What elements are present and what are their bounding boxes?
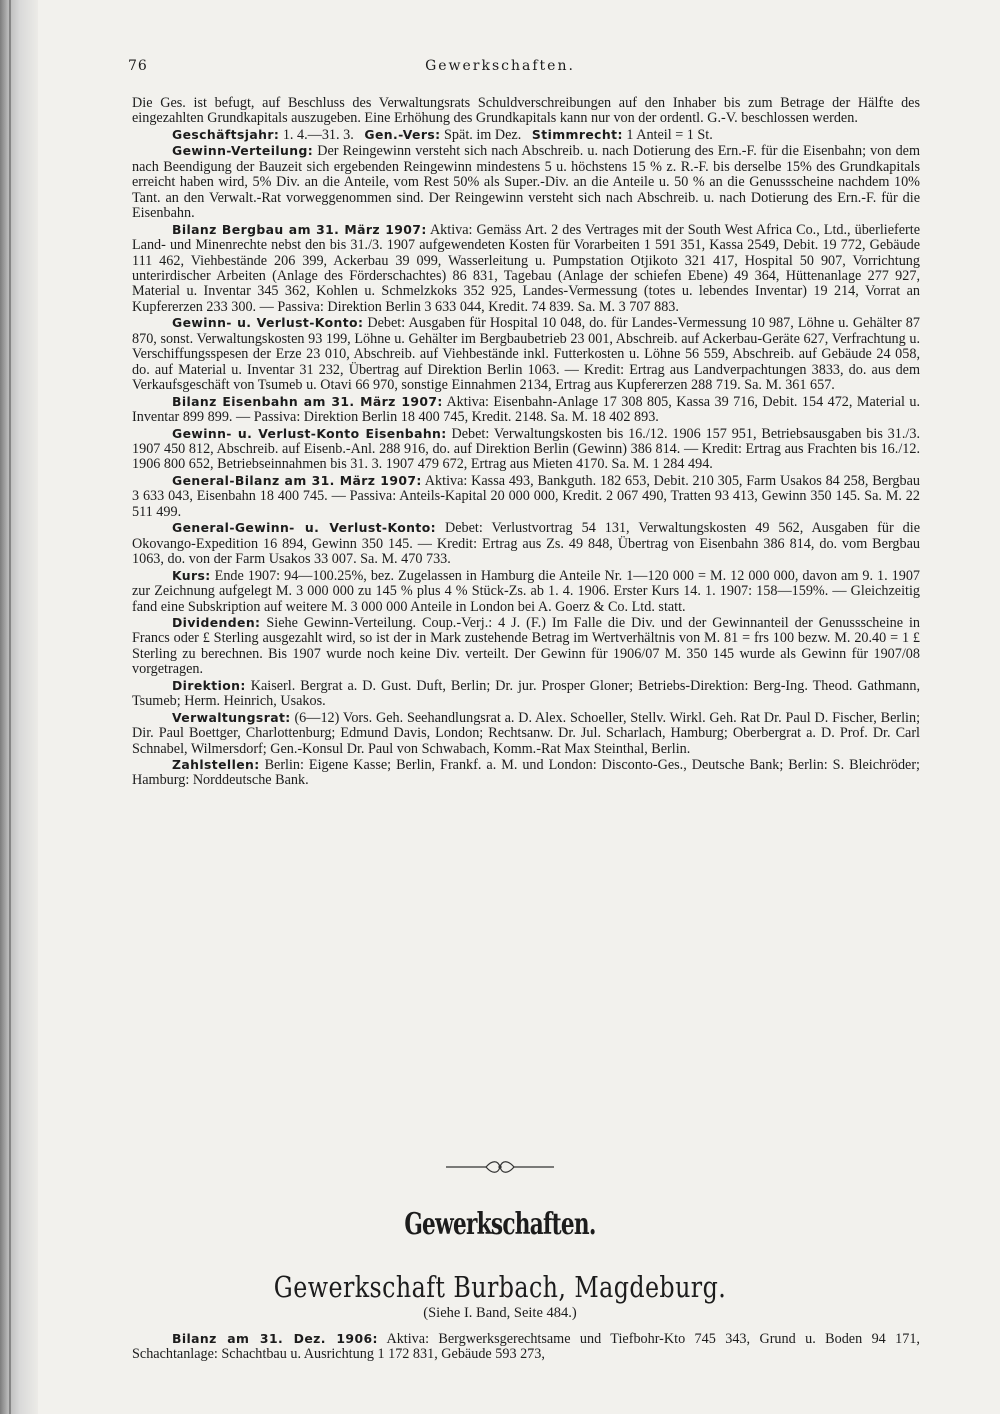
paragraph-general-profit-loss: General-Gewinn- u. Verlust-Konto: Debet: Verlustvortrag 54 131, Verwaltungskosten 49 562, Ausgaben für die Okovango-Expedition 16 894, Gewinn 350 145. — Kredit: Ertrag aus Zs. 49 848, Übertrag von Eisenbahn 386 814, do. vom Bergbau 1063, do. von der Farm Usakos 33 007. Sa. M. 470 733. [132, 520, 920, 568]
paragraph-profit-distribution: Gewinn-Verteilung: Der Reingewinn versteht sich nach Abschreib. u. nach Dotierung des Ern.-F. für die Eisenbahn; von dem nach Beendigung der Bauzeit sich ergebenden Reingewinn mindestens 5 u. höchstens 15 % z. R.-F. bis derselbe 15% des Grundkapitals erreicht haben wird, 5% Div. an die Anteile, vom Rest 50% als Super.-Div. an die Anteile u. 50 % an die Genussscheine nachdem 10% Tant. an den Verwalt.-Rat vorweggenommen sind. Der Reingewinn versteht sich nach Abschreib. u. nach Dotierung des Ern.-F. für die Eisenbahn. [132, 143, 920, 222]
ornament-divider [440, 1158, 560, 1176]
paragraph-quotation: Kurs: Ende 1907: 94—100.25%, bez. Zugelassen in Hamburg die Anteile Nr. 1—120 000 = M. 12 000 000, davon am 9. 1. 1907 zur Zeichnung aufgelegt M. 3 000 000 zu 145 % plus 4 % Stück-Zs. ab 1. 4. 1906. Erster Kurs 14. 1. 1907: 158—159%. — Gleichzeitig fand eine Subskription auf weitere M. 3 000 000 Anteile in London bei A. Goerz & Co. Ltd. statt. [132, 567, 921, 615]
section-title: Gewerkschaften. [404, 1207, 596, 1242]
main-text-column [132, 96, 920, 789]
paragraph-bond-issue: Die Ges. ist befugt, auf Beschluss des Verwaltungsrats Schuldverschreibungen auf den Inhaber bis zum Betrage der Hälfte des eingezahlten Grundkapitals auszugeben. Eine Erhöhung des Grundkapitals kann nur von der ordentl. G.-V. beschlossen werden. [132, 95, 920, 127]
book-binding-edge [0, 0, 38, 1414]
paragraph-burbach-balance: Bilanz am 31. Dez. 1906: Aktiva: Bergwerksgerechtsame und Tiefbohr-Kto 745 343, Grund u. Boden 94 171, Schachtanlage: Schachtbau u. Ausrichtung 1 172 831, Gebäude 593 273, [132, 1331, 920, 1363]
page-number: 76 [128, 58, 148, 74]
paragraph-direction: Direktion: Kaiserl. Bergrat a. D. Gust. Duft, Berlin; Dr. jur. Prosper Gloner; Betriebs-Direktion: Berg-Ing. Theod. Gathmann, Tsumeb; Herm. Heinrich, Usakos. [132, 677, 921, 710]
paragraph-fiscal-year: Geschäftsjahr: 1. 4.—31. 3. Gen.-Vers: Spät. im Dez. Stimmrecht: 1 Anteil = 1 St. [172, 126, 713, 143]
paragraph-supervisory-board: Verwaltungsrat: (6—12) Vors. Geh. Seehandlungsrat a. D. Alex. Schoeller, Stellv. Wirkl. Geh. Rat Dr. Paul D. Fischer, Berlin; Dir. Paul Boettger, Charlottenburg; Edmund Davis, London; Rechtsanw. Dr. Jul. Scharlach, Hamburg; Oberbergrat a. D. Prof. Dr. Carl Schnabel, Wilmersdorf; Gen.-Konsul Dr. Paul von Schwabach, Komm.-Rat Max Steinthal, Berlin. [132, 709, 921, 757]
binding-shadow-line [9, 0, 11, 1414]
paragraph-paying-agents: Zahlstellen: Berlin: Eigene Kasse; Berlin, Frankf. a. M. und London: Disconto-Ges., Deutsche Bank; Berlin: S. Bleichröder; Hamburg: Norddeutsche Bank. [132, 757, 920, 789]
paragraph-dividends: Dividenden: Siehe Gewinn-Verteilung. Coup.-Verj.: 4 J. (F.) Im Falle die Div. und der Gewinnanteil der Genussscheine in Francs oder £ Sterling ausgezahlt wird, so ist der in Mark zustehende Betrag im Wertverhältnis von M. 81 = frs 100 bezw. M. 20.40 = 1 £ Sterling zu berechnen. Bis 1907 wurde noch keine Div. verteilt. Der Gewinn für 1906/07 M. 350 145 wurde als Gewinn für 1907/08 vorgetragen. [132, 614, 920, 678]
volume-reference: (Siehe I. Band, Seite 484.) [423, 1305, 577, 1321]
company-text-column [132, 1331, 920, 1363]
paragraph-general-balance: General-Bilanz am 31. März 1907: Aktiva: Kassa 493, Bankguth. 182 653, Debit. 210 305, Farm Usakos 84 258, Bergbau 3 633 043, Eisenbahn 18 400 745. — Passiva: Anteils-Kapital 20 000 000, Kredit. 2 067 490, Tratten 93 413, Gewinn 350 145. Sa. M. 22 511 499. [132, 472, 921, 520]
paragraph-profit-loss-railway: Gewinn- u. Verlust-Konto Eisenbahn: Debet: Verwaltungskosten bis 16./12. 1906 157 951, Betriebsausgaben bis 31./3. 1907 450 812, Abschreib. auf Eisenb.-Anl. 288 916, do. auf Direktion Berlin (Gewinn) 386 814. — Kredit: Ertrag aus Frachten bis 16./12. 1906 800 652, Betriebseinnahmen bis 31. 3. 1907 479 672, Ertrag aus Mieten 4170. Sa. M. 1 284 494. [132, 425, 920, 473]
paragraph-balance-mining: Bilanz Bergbau am 31. März 1907: Aktiva: Gemäss Art. 2 des Vertrages mit der South West Africa Co., Ltd., überlieferte Land- und Minenrechte nebst den bis 31./3. 1907 aufgewendeten Kosten für Vorarbeiten 1 591 351, Kassa 2549, Debit. 19 772, Gebäude 111 462, Viehbestände 206 399, Ackerbau 39 099, Wasserleitung u. Pumpstation Otjikoto 321 417, Hospital 50 907, Vorrichtung unterirdischer Arbeiten (Anlage des Förderschachtes) 86 831, Tagebau (Anlage der schiefen Ebene) 49 364, Hüttenanlage 277 927, Material u. Inventar 345 362, Kohlen u. Schmelzkoks 352 925, Landes-Vermessung (totes u. lebendes Inventar) 19 214, Vorrat an Kupfererzen 233 300. — Passiva: Direktion Berlin 3 633 044, Kredit. 74 839. Sa. M. 3 707 883. [132, 221, 920, 315]
paragraph-profit-loss: Gewinn- u. Verlust-Konto: Debet: Ausgaben für Hospital 10 048, do. für Landes-Vermessung 10 987, Löhne u. Gehälter 87 870, sonst. Verwaltungskosten 93 199, Löhne u. Gehälter im Bergbaubetrieb 23 001, Abschreib. auf Ackerbau-Geräte 627, Verfrachtung u. Verschiffungsspesen der Erze 23 010, Abschreib. auf Viehbestände inkl. Futterkosten u. Löhne 56 559, Abschreib. auf Gebäude 24 058, do. auf Material u. Inventar 31 232, Übertrag auf Direktion Berlin 1063. — Kredit: Ertrag aus Landverpachtungen 3833, do. aus dem Verkaufsgeschäft von Tsumeb u. Otavi 66 970, sonstige Einnahmen 2134, Ertrag aus Kupfererzen 288 719. Sa. M. 361 657. [132, 315, 920, 394]
running-head: Gewerkschaften. [425, 58, 575, 74]
paragraph-balance-railway: Bilanz Eisenbahn am 31. März 1907: Aktiva: Eisenbahn-Anlage 17 308 805, Kassa 39 716, Debit. 154 472, Material u. Inventar 899 899. — Passiva: Direktion Berlin 18 400 745, Kredit. 2148. Sa. M. 18 402 893. [132, 393, 920, 426]
company-title: Gewerkschaft Burbach, Magdeburg. [273, 1270, 727, 1304]
